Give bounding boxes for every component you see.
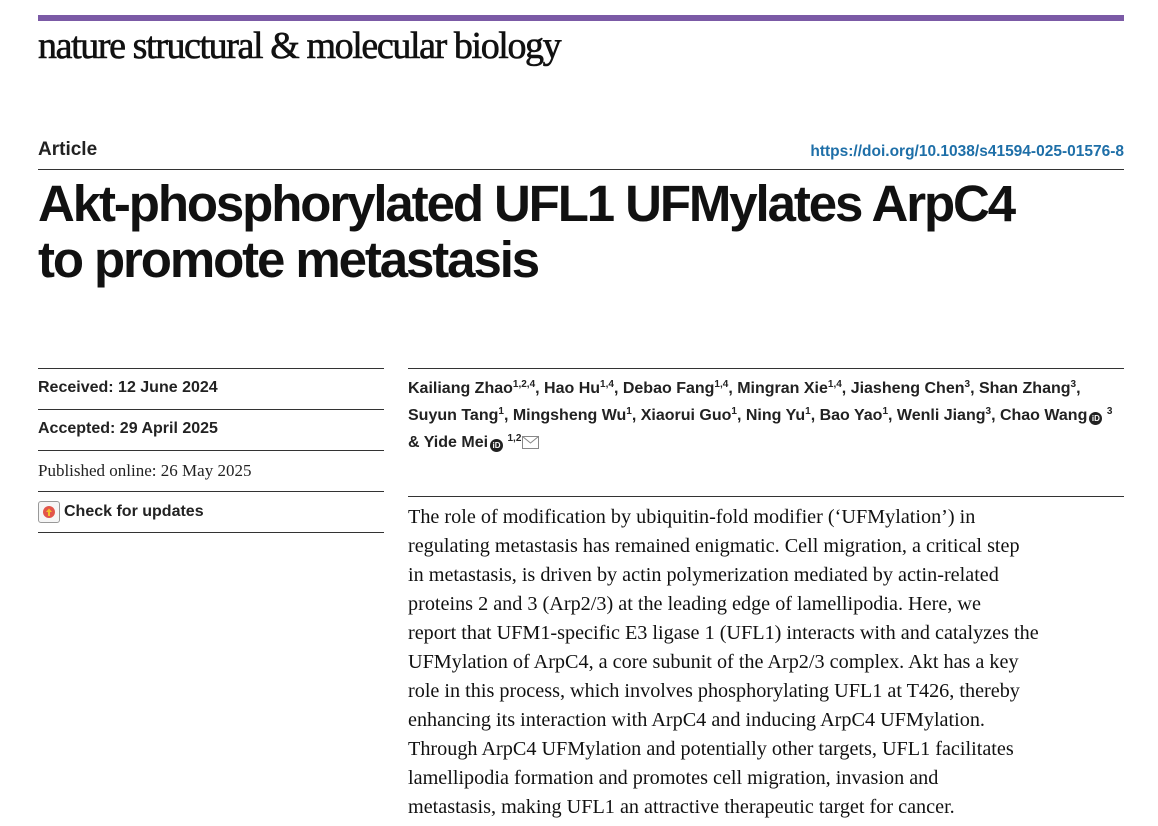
author-affiliation: 3	[985, 406, 992, 417]
author-name[interactable]: Bao Yao	[819, 407, 883, 424]
author-affiliation: 1	[805, 406, 811, 417]
email-icon[interactable]	[522, 431, 539, 458]
author-name[interactable]: Mingsheng Wu	[512, 407, 627, 424]
abstract-line: role in this process, which involves phosphorylating UFL1 at T426, thereby	[408, 680, 1020, 702]
author-list: Kailiang Zhao$^{1,2,4}$, Hao Hu$^{1,4}$, Debao Fang$^{1,4}$, Mingran Xie$^{1,4}$, Jiasheng Chen$^3$, Shan Zhang$^3$, Suyun Tang$^1$, Mingsheng Wu$^1$, Xiaorui Guo$^1$, Ning Yu$^1$, Bao Yao$^1$, Wenli Jiang$^3$, Chao Wang iD $^3$ & Yide Mei iD $^{1,2}$	[408, 375, 1124, 458]
accepted-row	[38, 409, 384, 450]
abstract-line: The role of modification by ubiquitin-fold modifier (‘UFMylation’) in	[408, 506, 976, 528]
article-title	[38, 176, 1128, 288]
author-name[interactable]: Yide Mei	[423, 434, 489, 451]
author-name[interactable]: Jiasheng Chen	[850, 380, 965, 397]
check-for-updates-button[interactable]	[38, 501, 204, 523]
author-entry	[424, 434, 540, 451]
abstract-line: Through ArpC4 UFMylation and potentially other targets, UFL1 facilitates	[408, 738, 1014, 760]
check-updates-row	[38, 491, 384, 533]
author-affiliation: 1	[626, 406, 632, 417]
author-entry	[746, 407, 811, 424]
author-entry	[641, 407, 737, 424]
article-history	[38, 368, 384, 533]
doi-link[interactable]: https://doi.org/10.1038/s41594-025-01576-8	[810, 143, 1124, 160]
author-affiliation: 1,4	[600, 379, 614, 390]
author-entry	[408, 407, 504, 424]
orcid-icon[interactable]: iD	[490, 439, 503, 452]
author-name[interactable]: Shan Zhang	[978, 380, 1071, 397]
author-affiliation: 3	[1070, 379, 1077, 390]
author-name[interactable]: Wenli Jiang	[896, 407, 986, 424]
authors-divider	[408, 368, 1124, 369]
abstract-line: in metastasis, is driven by actin polymerization mediated by actin-related	[408, 564, 999, 586]
abstract-line: enhancing its interaction with ArpC4 and inducing ArpC4 UFMylation.	[408, 709, 985, 731]
author-entry	[979, 380, 1076, 397]
received-date: Received: 12 June 2024	[38, 379, 218, 396]
author-affiliation: 3	[1106, 406, 1113, 417]
author-affiliation: 1	[731, 406, 737, 417]
author-name[interactable]: Ning Yu	[745, 407, 806, 424]
abstract-line: report that UFM1-specific E3 ligase 1 (UFL1) interacts with and catalyzes the	[408, 622, 1039, 644]
author-affiliation: 1,2,4	[512, 379, 536, 390]
received-row	[38, 368, 384, 409]
author-name[interactable]: Suyun Tang	[408, 407, 499, 424]
author-entry	[1000, 407, 1112, 424]
author-affiliation: 1,4	[714, 379, 729, 390]
journal-accent-bar	[38, 15, 1124, 21]
author-entry	[897, 407, 991, 424]
author-affiliation: 3	[964, 379, 971, 390]
author-entry	[737, 380, 842, 397]
accepted-date: Accepted: 29 April 2025	[38, 420, 218, 437]
author-name[interactable]: Hao Hu	[544, 380, 601, 397]
author-name[interactable]: Kailiang Zhao	[408, 380, 513, 397]
check-updates-icon	[38, 501, 60, 523]
author-entry	[820, 407, 888, 424]
title-line-1: Akt-phosphorylated UFL1 UFMylates ArpC4	[38, 175, 1015, 232]
author-name[interactable]: Mingran Xie	[737, 380, 828, 397]
title-line-2: to promote metastasis	[38, 231, 539, 288]
check-updates-label: Check for updates	[64, 503, 204, 520]
article-type: Article	[38, 139, 98, 160]
author-affiliation: 1,2	[507, 433, 522, 444]
published-row	[38, 450, 384, 491]
orcid-icon[interactable]: iD	[1089, 412, 1102, 425]
header-divider	[38, 169, 1124, 170]
author-affiliation: 1	[498, 406, 504, 417]
author-name[interactable]: Xiaorui Guo	[640, 407, 732, 424]
journal-name: nature structural & molecular biology	[38, 25, 561, 67]
author-affiliation: 1,4	[827, 379, 842, 390]
abstract-divider	[408, 496, 1124, 497]
published-date: Published online: 26 May 2025	[38, 461, 252, 480]
author-entry	[408, 380, 535, 397]
abstract-line: lamellipodia formation and promotes cell migration, invasion and	[408, 767, 939, 789]
abstract-line: UFMylation of ArpC4, a core subunit of the Arp2/3 complex. Akt has a key	[408, 651, 1019, 673]
author-entry	[623, 380, 728, 397]
author-name[interactable]: Debao Fang	[622, 380, 715, 397]
abstract-line: metastasis, making UFL1 an attractive therapeutic target for cancer.	[408, 796, 955, 818]
abstract-line: regulating metastasis has remained enigmatic. Cell migration, a critical step	[408, 535, 1020, 557]
author-entry	[513, 407, 632, 424]
author-name[interactable]: Chao Wang	[999, 407, 1088, 424]
abstract-line: proteins 2 and 3 (Arp2/3) at the leading edge of lamellipodia. Here, we	[408, 593, 981, 615]
abstract	[408, 503, 1128, 822]
author-affiliation: 1	[882, 406, 888, 417]
author-entry	[544, 380, 614, 397]
author-entry	[851, 380, 970, 397]
